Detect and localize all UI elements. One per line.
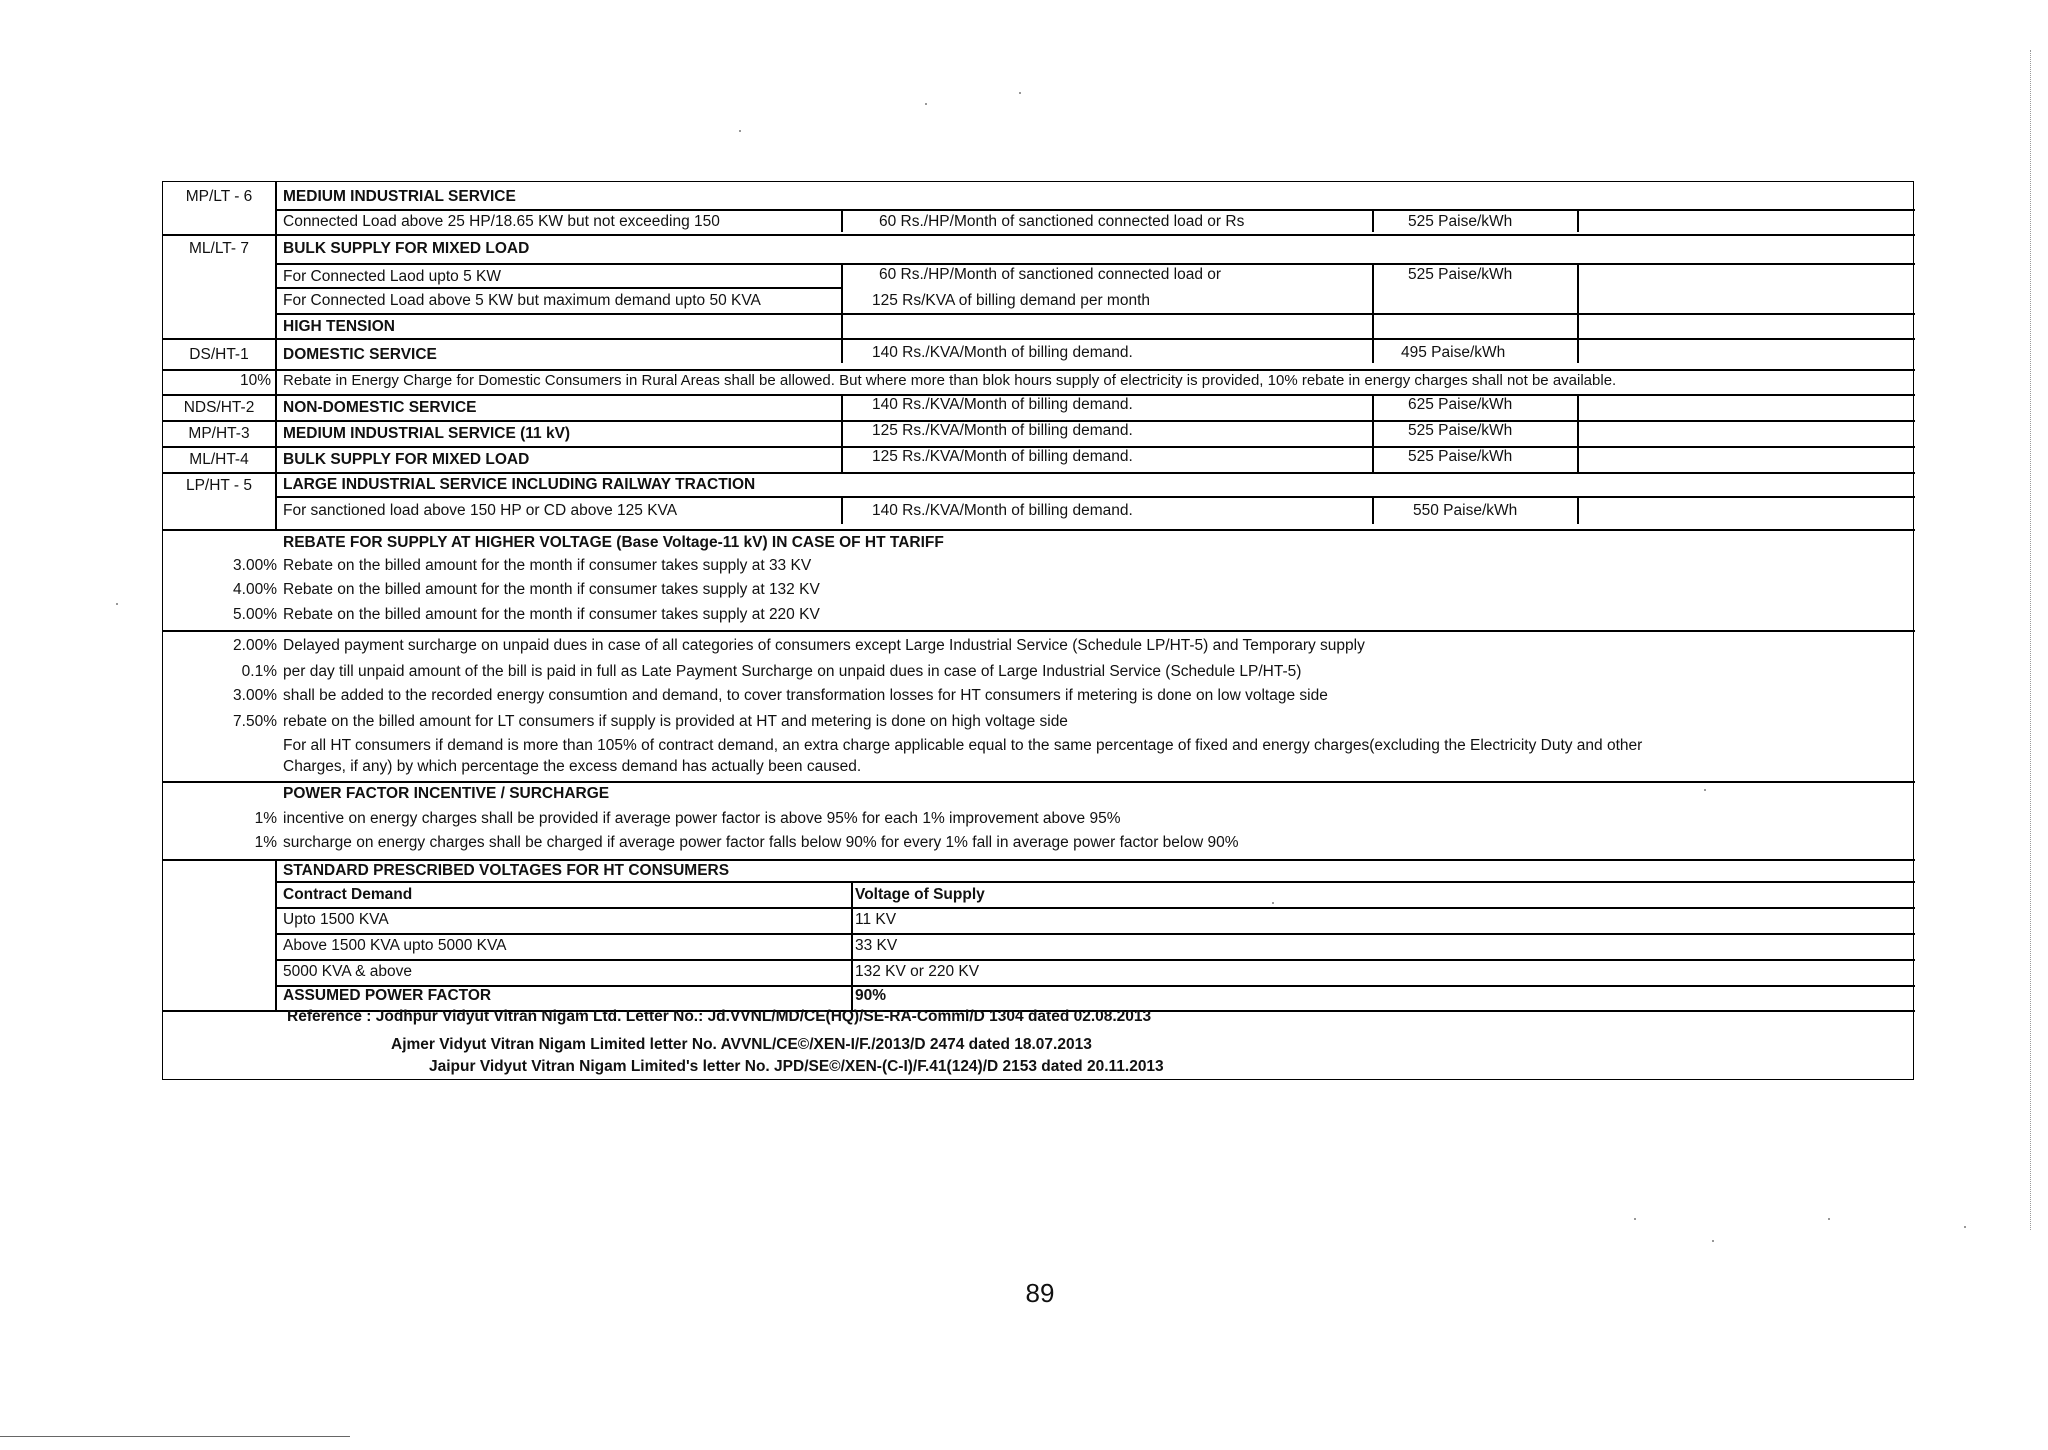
reference-line: Jaipur Vidyut Vitran Nigam Limited's letter No. JPD/SE©/XEN-(C-I)/F.41(124)/D 2153 dated 20.11.2013 xyxy=(429,1058,1164,1075)
row-line xyxy=(275,287,841,289)
scan-speck xyxy=(1634,1218,1636,1220)
col-divider xyxy=(1372,394,1374,472)
voltage-rebate-title: REBATE FOR SUPPLY AT HIGHER VOLTAGE (Base Voltage-11 kV) IN CASE OF HT TARIFF xyxy=(283,534,944,551)
category-title: LARGE INDUSTRIAL SERVICE INCLUDING RAILWAY TRACTION xyxy=(283,476,756,493)
surcharge-text: shall be added to the recorded energy consumtion and demand, to cover transformation losses for HT consumers if metering is done on low voltage side xyxy=(283,687,1328,704)
col-divider xyxy=(841,496,843,524)
energy-charge: 525 Paise/kWh xyxy=(1408,448,1513,465)
section-line xyxy=(163,781,1915,783)
voltage-row-line xyxy=(275,907,1915,909)
voltage-row-line xyxy=(275,933,1915,935)
rebate-percent: 5.00% xyxy=(233,606,277,623)
rebate-percent: 10% xyxy=(239,372,271,389)
rebate-text: Rebate on the billed amount for the month if consumer takes supply at 132 KV xyxy=(283,581,820,598)
category-title: NON-DOMESTIC SERVICE xyxy=(283,399,477,416)
load-description: For Connected Laod upto 5 KW xyxy=(283,268,501,285)
rebate-percent: 4.00% xyxy=(233,581,277,598)
voltage-row-line xyxy=(275,985,1915,987)
col-divider xyxy=(1577,496,1579,524)
col-divider xyxy=(841,209,843,232)
reference-line: Reference : Jodhpur Vidyut Vitran Nigam Ltd. Letter No.: Jd.VVNL/MD/CE(HQ)/SE-RA-Comml/D 1304 dated 02.08.2013 xyxy=(287,1008,1152,1025)
voltage-demand: Above 1500 KVA upto 5000 KVA xyxy=(283,937,507,954)
category-title: MEDIUM INDUSTRIAL SERVICE (11 kV) xyxy=(283,425,571,442)
scan-speck xyxy=(1019,92,1021,94)
fixed-charge: 60 Rs./HP/Month of sanctioned connected load or xyxy=(879,266,1222,283)
rebate-text: Rebate on the billed amount for the month if consumer takes supply at 33 KV xyxy=(283,557,812,574)
row-line xyxy=(275,209,1915,211)
col-divider xyxy=(841,263,843,313)
surcharge-percent: 7.50% xyxy=(233,713,277,730)
row-line xyxy=(275,496,1915,498)
tariff-table xyxy=(162,181,1914,1080)
category-title: DOMESTIC SERVICE xyxy=(283,346,437,363)
rebate-percent: 3.00% xyxy=(233,557,277,574)
excess-demand-text: For all HT consumers if demand is more than 105% of contract demand, an extra charge applicable equal to the same percentage of fixed and energy charges(excluding the Electricity Duty and other xyxy=(283,737,1643,754)
energy-charge: 525 Paise/kWh xyxy=(1408,422,1513,439)
fixed-charge: 125 Rs./KVA/Month of billing demand. xyxy=(872,422,1133,439)
energy-charge: 495 Paise/kWh xyxy=(1401,344,1506,361)
category-title: BULK SUPPLY FOR MIXED LOAD xyxy=(283,451,530,468)
surcharge-percent: 2.00% xyxy=(233,637,277,654)
scan-speck xyxy=(1964,1226,1966,1228)
rebate-text: Rebate in Energy Charge for Domestic Consumers in Rural Areas shall be allowed. But where more than blok hours supply of electricity is provided, 10% rebate in energy charges shall not be available. xyxy=(283,372,1617,389)
scan-speck xyxy=(739,130,741,132)
energy-charge: 550 Paise/kWh xyxy=(1413,502,1518,519)
category-code: LP/HT - 5 xyxy=(185,477,253,494)
voltage-supply: 132 KV or 220 KV xyxy=(855,963,980,980)
power-factor-text: surcharge on energy charges shall be charged if average power factor falls below 90% for every 1% fall in average power factor below 90% xyxy=(283,834,1239,851)
category-code: DS/HT-1 xyxy=(189,346,249,363)
row-line xyxy=(163,234,1915,236)
voltages-head-demand: Contract Demand xyxy=(283,886,413,903)
voltage-supply: 11 KV xyxy=(855,911,897,928)
voltage-row-line xyxy=(275,881,1915,883)
row-line xyxy=(275,263,1915,265)
category-title: BULK SUPPLY FOR MIXED LOAD xyxy=(283,240,530,257)
load-description: Connected Load above 25 HP/18.65 KW but not exceeding 150 xyxy=(283,213,720,230)
scan-speck xyxy=(1272,902,1274,904)
fixed-charge: 125 Rs./KVA/Month of billing demand. xyxy=(872,448,1133,465)
reference-line: Ajmer Vidyut Vitran Nigam Limited letter No. AVVNL/CE©/XEN-I/F./2013/D 2474 dated 18.07.2013 xyxy=(391,1036,1092,1053)
assumed-pf-value: 90% xyxy=(855,987,887,1004)
fixed-charge: 125 Rs/KVA of billing demand per month xyxy=(872,292,1151,309)
energy-charge: 525 Paise/kWh xyxy=(1408,266,1513,283)
load-description: For sanctioned load above 150 HP or CD above 125 KVA xyxy=(283,502,678,519)
surcharge-text: per day till unpaid amount of the bill is paid in full as Late Payment Surcharge on unpaid dues in case of Large Industrial Service (Schedule LP/HT-5) xyxy=(283,663,1302,680)
section-heading: HIGH TENSION xyxy=(283,318,395,335)
col-divider xyxy=(1577,263,1579,313)
col-divider xyxy=(1372,496,1374,524)
col-divider xyxy=(841,394,843,472)
voltage-table-divider xyxy=(851,881,853,1010)
voltage-supply: 33 KV xyxy=(855,937,898,954)
surcharge-text: Delayed payment surcharge on unpaid dues in case of all categories of consumers except Large Industrial Service (Schedule LP/HT-5) and Temporary supply xyxy=(283,637,1365,654)
row-line xyxy=(275,313,1915,315)
col-divider xyxy=(1577,394,1579,472)
voltage-demand: Upto 1500 KVA xyxy=(283,911,389,928)
scan-speck xyxy=(116,603,118,605)
fixed-charge: 60 Rs./HP/Month of sanctioned connected load or Rs xyxy=(879,213,1245,230)
scan-speck xyxy=(1704,789,1706,791)
scan-speck xyxy=(1828,1218,1830,1220)
row-line xyxy=(163,472,1915,474)
row-line xyxy=(163,369,1915,371)
row-line xyxy=(163,529,1915,531)
scan-speck xyxy=(1712,1240,1714,1242)
fixed-charge: 140 Rs./KVA/Month of billing demand. xyxy=(872,396,1133,413)
surcharge-percent: 3.00% xyxy=(233,687,277,704)
surcharge-percent: 0.1% xyxy=(241,663,277,680)
col-divider xyxy=(1577,209,1579,232)
page-number: 89 xyxy=(1025,1278,1055,1308)
assumed-pf-label: ASSUMED POWER FACTOR xyxy=(283,987,492,1004)
voltages-title: STANDARD PRESCRIBED VOLTAGES FOR HT CONSUMERS xyxy=(283,862,730,879)
fixed-charge: 140 Rs./KVA/Month of billing demand. xyxy=(872,502,1133,519)
power-factor-percent: 1% xyxy=(254,834,277,851)
section-line xyxy=(163,630,1915,632)
load-description: For Connected Load above 5 KW but maximum demand upto 50 KVA xyxy=(283,292,761,309)
section-line xyxy=(163,859,1915,861)
fixed-charge: 140 Rs./KVA/Month of billing demand. xyxy=(872,344,1133,361)
col-divider xyxy=(1372,209,1374,232)
power-factor-percent: 1% xyxy=(254,810,277,827)
row-line xyxy=(163,338,1915,340)
scan-edge xyxy=(0,1436,350,1437)
category-code: ML/HT-4 xyxy=(189,451,249,468)
rebate-text: Rebate on the billed amount for the month if consumer takes supply at 220 KV xyxy=(283,606,820,623)
category-code: MP/LT - 6 xyxy=(185,188,253,205)
category-title: MEDIUM INDUSTRIAL SERVICE xyxy=(283,188,516,205)
excess-demand-text: Charges, if any) by which percentage the excess demand has actually been caused. xyxy=(283,758,862,775)
category-code: ML/LT- 7 xyxy=(188,240,249,257)
power-factor-title: POWER FACTOR INCENTIVE / SURCHARGE xyxy=(283,785,610,802)
voltage-demand: 5000 KVA & above xyxy=(283,963,412,980)
col-divider xyxy=(1372,263,1374,313)
category-code: MP/HT-3 xyxy=(188,425,250,442)
energy-charge: 525 Paise/kWh xyxy=(1408,213,1513,230)
voltages-head-voltage: Voltage of Supply xyxy=(855,886,985,903)
category-code: NDS/HT-2 xyxy=(183,399,255,416)
power-factor-text: incentive on energy charges shall be provided if average power factor is above 95% for each 1% improvement above 95% xyxy=(283,810,1121,827)
energy-charge: 625 Paise/kWh xyxy=(1408,396,1513,413)
surcharge-text: rebate on the billed amount for LT consumers if supply is provided at HT and metering is done on high voltage side xyxy=(283,713,1068,730)
scan-edge xyxy=(2030,50,2031,1230)
voltage-row-line xyxy=(275,959,1915,961)
scan-speck xyxy=(925,103,927,105)
